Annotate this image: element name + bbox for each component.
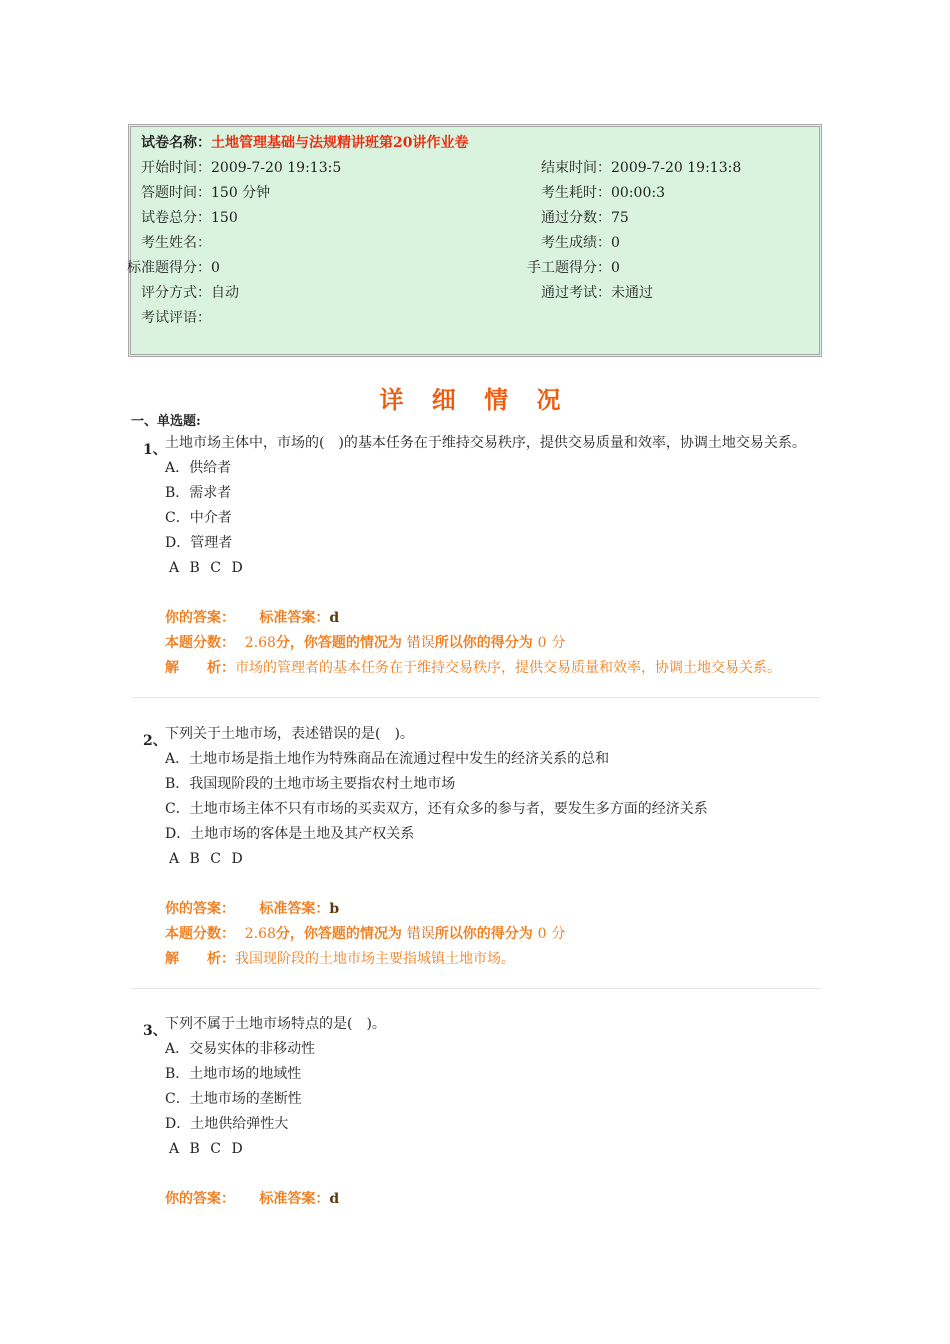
option-c: C．土地市场的垄断性 [165, 1091, 302, 1107]
score-line [165, 922, 565, 947]
grading-value: 自动 [211, 285, 239, 301]
score-mid-text: 分，你答题的情况为 [275, 926, 402, 942]
end-time-value: 2009-7-20 19:13:8 [611, 160, 742, 176]
end-time-row [511, 158, 741, 178]
pass-status-row [511, 283, 653, 303]
detail-heading: 详 细 情 况 [379, 386, 571, 414]
grading-row [61, 283, 239, 303]
explanation-line [165, 656, 781, 681]
option-b: B．土地市场的地域性 [165, 1066, 302, 1082]
section-title: 一、单选题: [131, 414, 201, 429]
std-answer-value: b [329, 901, 340, 917]
std-answer-label: 标准答案： [259, 901, 330, 917]
question-stem: 下列不属于土地市场特点的是( )。 [165, 1016, 386, 1032]
pass-status-value: 未通过 [611, 285, 653, 301]
score-wrong-text: 错误 [406, 635, 435, 651]
comment-row [61, 308, 211, 328]
your-answer-label: 你的答案： [165, 610, 235, 626]
elapsed-row [511, 183, 665, 203]
question-divider [131, 988, 821, 989]
answer-line [165, 897, 339, 922]
score-tail-text: 所以你的得分为 [434, 926, 533, 942]
score-label: 本题分数： [165, 635, 235, 651]
pass-status-label: 通过考试： [541, 285, 611, 301]
your-answer-label: 你的答案： [165, 901, 235, 917]
start-time-label: 开始时间： [141, 160, 211, 176]
question-number: 3、 [143, 1023, 167, 1039]
start-time-row [61, 158, 341, 178]
score-wrong-text: 错误 [406, 926, 435, 942]
score-line [165, 631, 565, 656]
result-value: 0 [611, 235, 620, 251]
got-score-value: 0 [537, 635, 547, 651]
answer-line [165, 606, 339, 631]
question-divider [131, 697, 821, 698]
score-mid-text: 分，你答题的情况为 [275, 635, 402, 651]
duration-label: 答题时间： [141, 185, 211, 201]
pass-score-row [511, 208, 629, 228]
option-b: B．我国现阶段的土地市场主要指农村土地市场 [165, 776, 456, 792]
std-answer-value: d [329, 610, 340, 626]
pass-score-value: 75 [611, 210, 629, 226]
std-score-row [61, 258, 220, 278]
got-score-value: 0 [537, 926, 547, 942]
answer-line [165, 1187, 339, 1212]
answer-choices[interactable]: A B C D [169, 851, 246, 867]
answer-choices[interactable]: A B C D [169, 1141, 246, 1157]
result-label: 考生成绩： [541, 235, 611, 251]
exam-title-value: 土地管理基础与法规精讲班第20讲作业卷 [211, 135, 469, 151]
name-row [61, 233, 211, 253]
score-end-text: 分 [551, 926, 566, 942]
total-score-label: 试卷总分： [141, 210, 211, 226]
manual-score-label: 手工题得分： [527, 260, 611, 276]
explanation-text: 市场的管理者的基本任务在于维持交易秩序，提供交易质量和效率，协调土地交易关系。 [235, 660, 781, 676]
duration-value: 150 分钟 [211, 185, 271, 201]
end-time-label: 结束时间： [541, 160, 611, 176]
score-label: 本题分数： [165, 926, 235, 942]
question-number: 1、 [143, 442, 167, 458]
option-d: D．管理者 [165, 535, 233, 551]
std-answer-value: d [329, 1191, 340, 1207]
grading-label: 评分方式： [141, 285, 211, 301]
exam-title-row [61, 133, 468, 153]
score-value: 2.68 [244, 635, 276, 651]
std-score-value: 0 [211, 260, 220, 276]
option-c: C．中介者 [165, 510, 232, 526]
option-a: A．供给者 [165, 460, 232, 476]
answer-choices[interactable]: A B C D [169, 560, 246, 576]
manual-score-value: 0 [611, 260, 620, 276]
option-b: B．需求者 [165, 485, 232, 501]
question-stem: 下列关于土地市场，表述错误的是( )。 [165, 726, 414, 742]
result-row [511, 233, 620, 253]
explanation-line [165, 947, 515, 972]
explanation-text: 我国现阶段的土地市场主要指城镇土地市场。 [235, 951, 515, 967]
option-d: D．土地市场的客体是土地及其产权关系 [165, 826, 415, 842]
question-stem: 土地市场主体中，市场的( )的基本任务在于维持交易秩序，提供交易质量和效率，协调土地交易关系。 [165, 435, 806, 451]
score-tail-text: 所以你的得分为 [434, 635, 533, 651]
your-answer-label: 你的答案： [165, 1191, 235, 1207]
total-score-row [61, 208, 238, 228]
pass-score-label: 通过分数： [541, 210, 611, 226]
std-answer-label: 标准答案： [259, 610, 330, 626]
manual-score-row [511, 258, 620, 278]
explanation-label: 解 析： [165, 951, 235, 967]
option-a: A．交易实体的非移动性 [165, 1041, 316, 1057]
duration-row [61, 183, 270, 203]
start-time-value: 2009-7-20 19:13:5 [211, 160, 342, 176]
total-score-value: 150 [211, 210, 238, 226]
std-answer-label: 标准答案： [259, 1191, 330, 1207]
option-c: C．土地市场主体不只有市场的买卖双方，还有众多的参与者，要发生多方面的经济关系 [165, 801, 708, 817]
option-d: D．土地供给弹性大 [165, 1116, 289, 1132]
elapsed-value: 00:00:3 [611, 185, 665, 201]
question-number: 2、 [143, 733, 167, 749]
explanation-label: 解 析： [165, 660, 235, 676]
comment-label: 考试评语： [141, 310, 211, 326]
exam-info-panel [128, 124, 822, 357]
score-value: 2.68 [244, 926, 276, 942]
exam-title-label: 试卷名称： [141, 135, 211, 151]
name-label: 考生姓名： [141, 235, 211, 251]
option-a: A．土地市场是指土地作为特殊商品在流通过程中发生的经济关系的总和 [165, 751, 610, 767]
std-score-label: 标准题得分： [127, 260, 211, 276]
score-end-text: 分 [551, 635, 566, 651]
elapsed-label: 考生耗时： [541, 185, 611, 201]
